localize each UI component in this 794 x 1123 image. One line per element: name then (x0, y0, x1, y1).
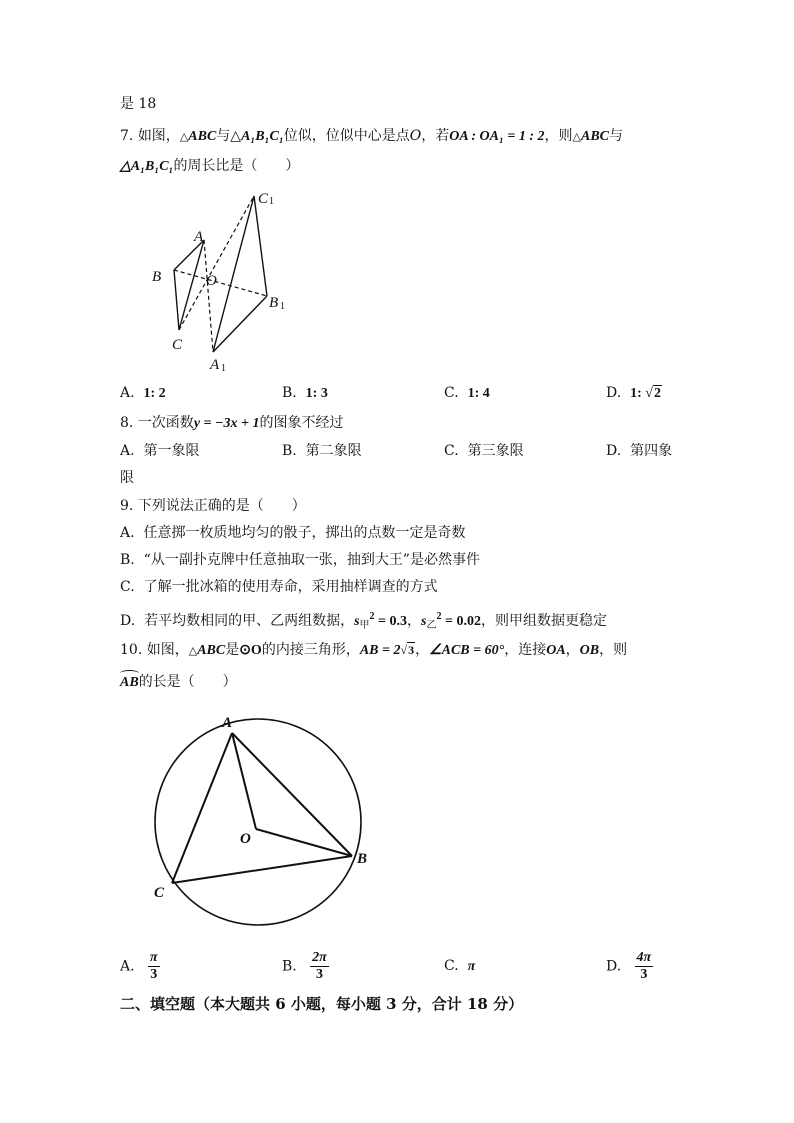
q10-option-c[interactable]: C. π (444, 958, 476, 974)
center-o-label: O (206, 273, 217, 289)
question-number: 7. (120, 128, 134, 144)
question-9-stem: 9. 下列说法正确的是（ ） (120, 498, 306, 514)
q10-option-d[interactable]: D. $\frac{4\pi}{3}$ (606, 950, 652, 982)
question-number: 10. (120, 642, 143, 658)
q7-option-c[interactable]: C. 1: 4 (444, 385, 490, 401)
section-2-heading: 二、填空题（本大题共 6 小题，每小题 3 分，合计 18 分） (120, 995, 524, 1013)
point-c-label: C (154, 885, 165, 901)
q8-option-a[interactable]: A. 第一象限 (120, 443, 200, 459)
arc-ab: AB (120, 673, 139, 693)
question-10-stem-line2: AB的长是（ ） (120, 672, 237, 693)
question-8-stem: 8. 一次函数y = −3x + 1的图象不经过 (120, 415, 344, 431)
svg-text:1: 1 (221, 363, 226, 374)
question-10-stem: 10. 如图，△ABC是⊙O的内接三角形，AB = 2√3，∠ACB = 60°，连接OA，OB，则 (120, 642, 628, 658)
question-7-stem: 7. 如图，△ABC与△A₁B₁C₁位似，位似中心是点O，若OA : OA₁ = 1 : 2，则△ABC与 (120, 128, 624, 144)
center-o-label: O (240, 831, 251, 847)
q7-option-a[interactable]: A. 1: 2 (120, 385, 166, 401)
point-b-label: B (357, 851, 368, 867)
q9-option-b[interactable]: B. “从一副扑克牌中任意抽取一张，抽到大王”是必然事件 (120, 552, 480, 568)
vertex-a1-label: A (210, 357, 220, 373)
question-number: 8. (120, 415, 134, 431)
q10-option-b[interactable]: B. $\frac{2\pi}{3}$ (282, 950, 327, 982)
q9-option-d[interactable]: D. 若平均数相同的甲、乙两组数据，$s_甲^2 = 0.3$，$s_乙^2 = 0.02$，则甲组数据更稳定 (120, 611, 607, 631)
q7-option-b[interactable]: B. 1: 3 (282, 385, 328, 401)
q9-option-a[interactable]: A. 任意掷一枚质地均匀的骰子，掷出的点数一定是奇数 (120, 525, 466, 541)
inscribed-triangle-figure (145, 705, 385, 945)
q8-option-d-wrap: 限 (120, 470, 134, 486)
vertex-b1-label: B (269, 295, 279, 311)
q10-option-a[interactable]: A. $\frac{\pi}{3}$ (120, 950, 158, 982)
svg-text:1: 1 (269, 196, 274, 207)
q7-option-d[interactable]: D. 1: √2 (606, 385, 661, 401)
q8-option-c[interactable]: C. 第三象限 (444, 443, 524, 459)
vertex-a-label: A (194, 229, 204, 245)
q9-option-c[interactable]: C. 了解一批冰箱的使用寿命，采用抽样调查的方式 (120, 579, 438, 595)
point-a-label: A (222, 715, 233, 731)
q8-option-d[interactable]: D. 第四象 (606, 443, 673, 459)
homothety-figure (140, 185, 300, 375)
vertex-c-label: C (172, 337, 183, 353)
question-number: 9. (120, 498, 134, 514)
vertex-c1-label: C (258, 191, 269, 207)
vertex-b-label: B (152, 269, 162, 285)
svg-text:1: 1 (280, 301, 285, 312)
question-7-stem-line2: △A₁B₁C₁的周长比是（ ） (120, 158, 300, 174)
previous-answer-tail: 是 18 (120, 96, 157, 112)
q8-option-b[interactable]: B. 第二象限 (282, 443, 362, 459)
